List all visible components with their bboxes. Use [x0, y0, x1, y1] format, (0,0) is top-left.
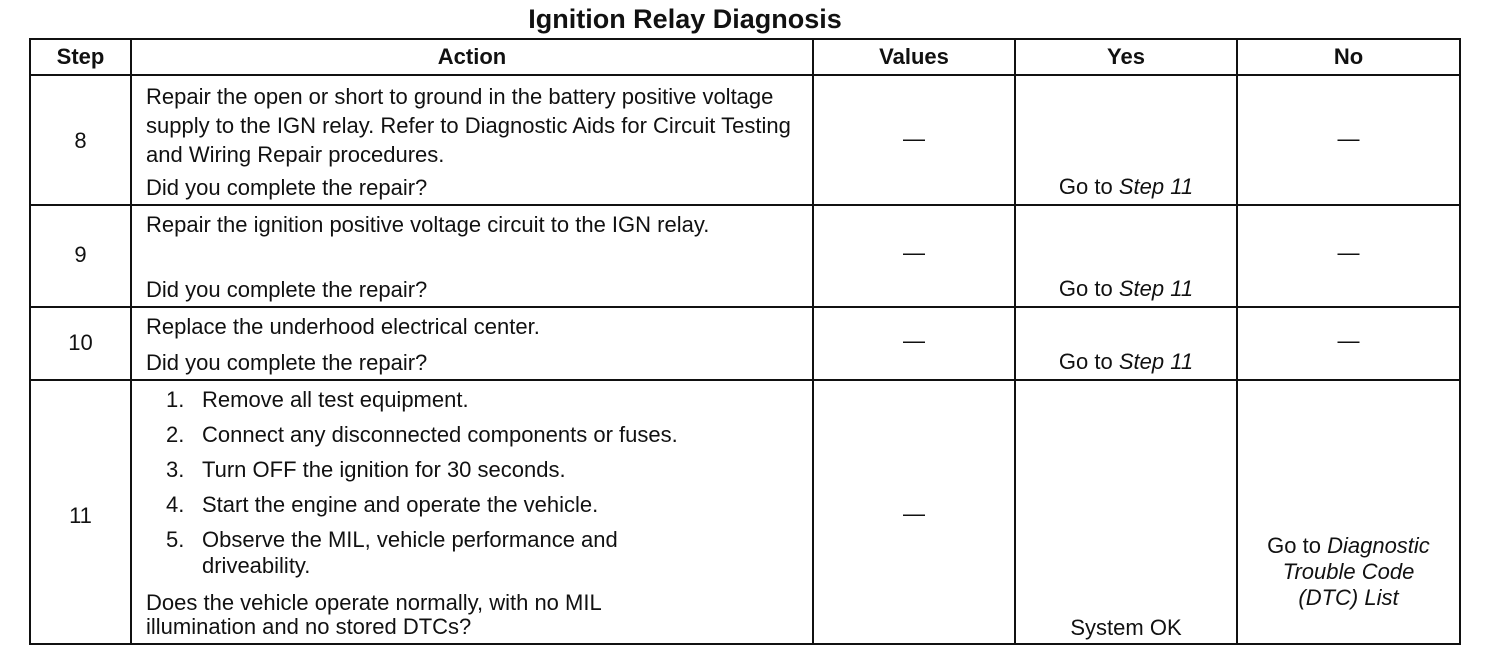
step-cell: [30, 380, 131, 644]
action-text: Repair the open or short to ground in the battery positive voltage supply to the IGN relay. Refer to Diagnostic Aids for Circuit Testing and Wiring Repair procedures.: [146, 84, 791, 167]
yes-text: Go to Step 11: [1058, 174, 1194, 199]
values-dash: —: [903, 240, 925, 265]
yes-cell: [1015, 75, 1237, 205]
step-number: 10: [68, 330, 93, 355]
yes-cell: [1015, 380, 1237, 644]
table-header-row: [30, 39, 1460, 75]
no-cell: [1237, 205, 1460, 307]
step-cell: [30, 205, 131, 307]
values-cell: [813, 205, 1015, 307]
step-number: 11: [69, 503, 92, 528]
list-item: 2. Connect any disconnected components or fuses.: [166, 422, 678, 447]
values-dash: —: [903, 328, 925, 353]
header-action: Action: [131, 39, 813, 75]
step-number: 9: [74, 242, 87, 267]
yes-text: Go to Step 11: [1058, 276, 1194, 301]
header-step: Step: [30, 39, 131, 75]
no-cell: [1237, 380, 1460, 644]
list-item: 3. Turn OFF the ignition for 30 seconds.: [166, 457, 566, 482]
table-row: [30, 380, 1460, 644]
no-cell: [1237, 75, 1460, 205]
no-text: Go to Diagnostic Trouble Code (DTC) List: [1267, 533, 1430, 610]
values-cell: [813, 380, 1015, 644]
action-cell: [131, 380, 813, 644]
substep-list: [146, 387, 798, 579]
header-values: Values: [813, 39, 1015, 75]
values-cell: [813, 75, 1015, 205]
step-number: 8: [74, 128, 87, 153]
table-row: [30, 75, 1460, 205]
action-question: Did you complete the repair?: [146, 277, 428, 302]
no-dash: —: [1337, 126, 1360, 151]
no-dash: —: [1337, 328, 1360, 353]
step-cell: [30, 307, 131, 380]
action-cell: [131, 205, 813, 307]
action-question: Does the vehicle operate normally, with no MIL illumination and no stored DTCs?: [146, 590, 601, 639]
header-no: No: [1237, 39, 1460, 75]
list-item: 4. Start the engine and operate the vehicle.: [166, 492, 599, 517]
action-question: Did you complete the repair?: [146, 175, 428, 200]
values-dash: —: [903, 126, 925, 151]
no-dash: —: [1337, 240, 1360, 265]
action-cell: [131, 307, 813, 380]
action-question: Did you complete the repair?: [146, 350, 428, 375]
action-text: Repair the ignition positive voltage circuit to the IGN relay.: [146, 212, 710, 237]
values-dash: —: [903, 501, 925, 526]
list-item: 5. Observe the MIL, vehicle performance and driveability.: [166, 527, 618, 578]
table-row: [30, 307, 1460, 380]
yes-cell: [1015, 205, 1237, 307]
diagnosis-table: [29, 38, 1461, 645]
step-cell: [30, 75, 131, 205]
yes-text: System OK: [1070, 615, 1182, 640]
no-cell: [1237, 307, 1460, 380]
action-cell: [131, 75, 813, 205]
yes-text: Go to Step 11: [1058, 349, 1194, 374]
values-cell: [813, 307, 1015, 380]
yes-cell: [1015, 307, 1237, 380]
table-row: [30, 205, 1460, 307]
page-title: Ignition Relay Diagnosis: [528, 4, 842, 34]
action-text: Replace the underhood electrical center.: [146, 314, 540, 339]
list-item: 1. Remove all test equipment.: [166, 387, 469, 412]
header-yes: Yes: [1015, 39, 1237, 75]
